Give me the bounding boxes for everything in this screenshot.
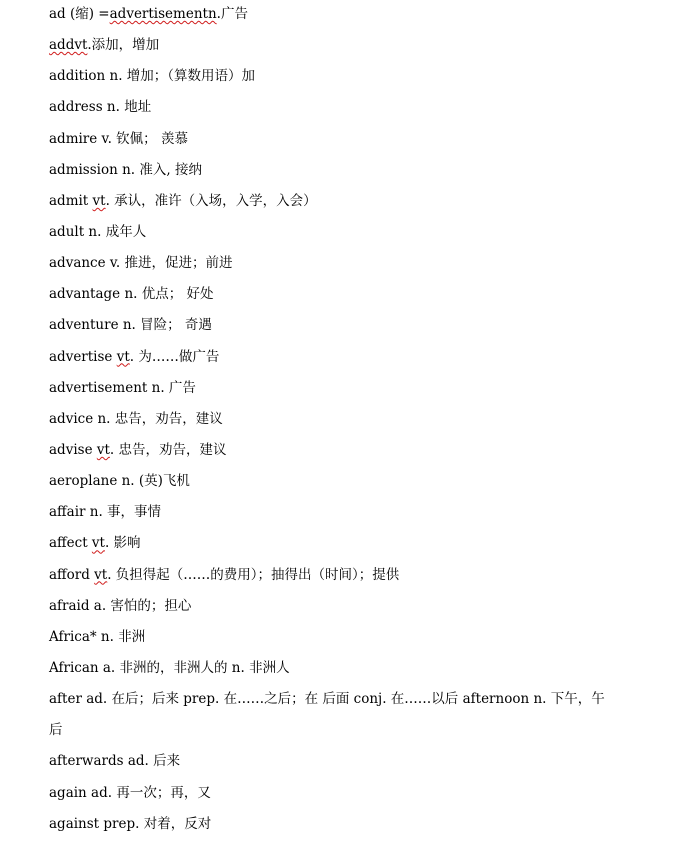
list-item: Africa* n. 非洲 [49,628,146,645]
list-item-continuation: 后 [49,722,63,739]
list-item: against prep. 对着，反对 [49,815,212,832]
spellcheck-underlined-word: vt [92,192,106,209]
spellcheck-underlined-word: vt [96,441,110,458]
list-item: advertise vt. 为……做广告 [49,348,220,365]
list-item: admission n. 准入, 接纳 [49,161,202,178]
list-item: admire v. 钦佩； 羡慕 [49,130,188,147]
list-item: addition n. 增加；（算数用语）加 [49,68,256,85]
spellcheck-underlined-word: vt [116,348,130,365]
list-item: advantage n. 优点； 好处 [49,286,214,303]
list-item: ad (缩) =advertisementn.广告 [49,6,248,22]
list-item: aeroplane n. (英)飞机 [49,473,190,490]
list-item: again ad. 再一次；再，又 [49,784,211,801]
spellcheck-underlined-word: advertisementn [109,6,217,22]
list-item: admit vt. 承认，准许（入场，入学，入会） [49,192,317,209]
list-item: address n. 地址 [49,99,152,116]
list-item: African a. 非洲的，非洲人的 n. 非洲人 [49,659,290,676]
list-item: advice n. 忠告，劝告，建议 [49,410,223,427]
list-item: afford vt. 负担得起（……的费用）；抽得出（时间）；提供 [49,566,400,583]
list-item: advance v. 推进，促进；前进 [49,255,233,272]
list-item: adventure n. 冒险； 奇遇 [49,317,212,334]
list-item: advertisement n. 广告 [49,379,196,396]
list-item: afraid a. 害怕的；担心 [49,597,192,614]
list-item: affect vt. 影响 [49,535,141,552]
spellcheck-underlined-word: vt [94,566,108,583]
list-item: advise vt. 忠告，劝告，建议 [49,441,227,458]
list-item: adult n. 成年人 [49,223,147,240]
vocabulary-list [49,4,649,845]
list-item: addvt.添加，增加 [49,37,160,54]
list-item: affair n. 事，事情 [49,504,162,521]
spellcheck-underlined-word: vt [91,535,105,552]
spellcheck-underlined-word: addvt [49,37,88,54]
list-item: after ad. 在后；后来 prep. 在……之后；在 后面 conj. 在……以后 afternoon n. 下午，午 [49,691,605,708]
list-item: afterwards ad. 后来 [49,753,181,770]
